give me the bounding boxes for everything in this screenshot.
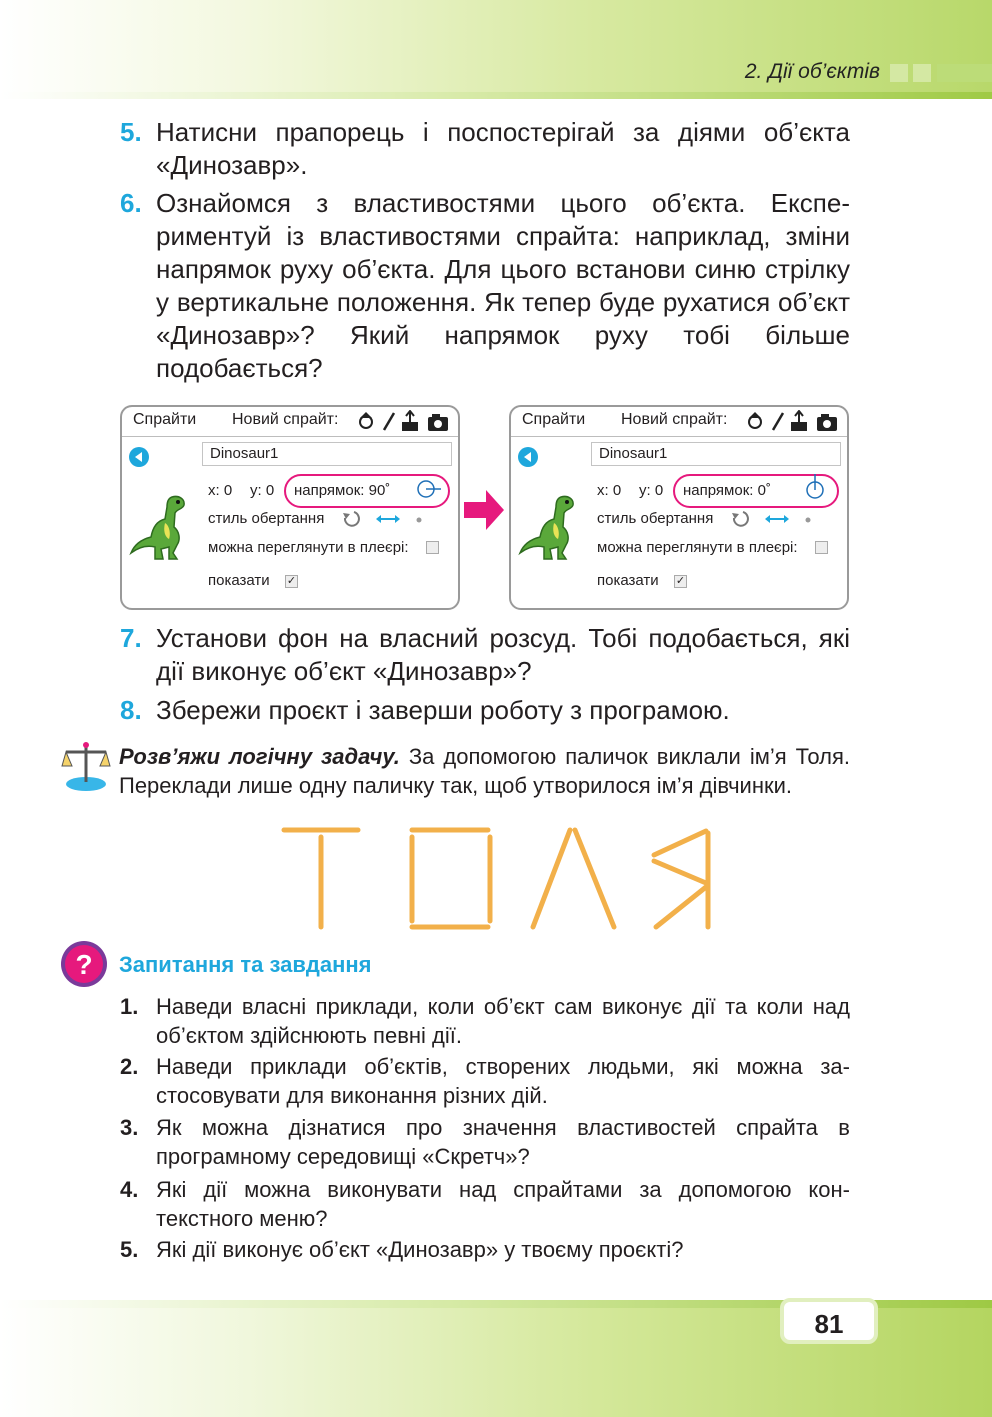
- question-text: Наведи приклади об’єктів, створених людьми, які можна застосовувати для виконання різних дій.: [156, 1054, 850, 1108]
- left-right-icon: [376, 515, 400, 523]
- header-rule: [0, 92, 992, 99]
- question-number: 3.: [120, 1115, 139, 1140]
- tab-new-sprite: Новий спрайт:: [621, 411, 728, 428]
- camera-icon: [428, 414, 448, 431]
- question-number: 5.: [120, 1237, 139, 1262]
- sprite-panel-after: [509, 405, 849, 610]
- rotation-style-options[interactable]: [729, 508, 813, 530]
- dont-rotate-icon: [806, 518, 811, 523]
- player-visibility-checkbox[interactable]: [815, 541, 828, 554]
- question-number: 1.: [120, 994, 139, 1019]
- step-number: 7.: [120, 623, 142, 653]
- question-mark-icon: [59, 939, 109, 989]
- page-number: 81: [780, 1298, 878, 1344]
- tab-new-sprite: Новий спрайт:: [232, 411, 339, 428]
- question-number: 2.: [120, 1054, 139, 1079]
- direction-value: напрямок: 90˚: [294, 482, 391, 499]
- panel-divider: [511, 436, 847, 437]
- step-text: Ознайомся з властивостями цього об’єкта. Експериментуй із властивостями спрайта: наприклад, зміни напрямок руху об’єкта. Для цього встанови синю стрілку у вертикальне положення. Як тепер буде рухатися об’єкт «Динозавр»? Який напрямок руху тобі більше подобається?: [156, 188, 850, 383]
- svg-text:?: ?: [75, 949, 93, 980]
- header-bar: [937, 64, 992, 82]
- brush-icon: [384, 413, 394, 430]
- chapter-title: 2. Дії об’єктів: [744, 60, 880, 83]
- show-checkbox[interactable]: ✓: [675, 575, 686, 587]
- question-text: Як можна дізнатися про значення властивостей спрайта в програмному середовищі «Скретч»?: [156, 1115, 850, 1169]
- dinosaur-sprite-icon[interactable]: [516, 487, 586, 567]
- left-right-icon: [765, 515, 789, 523]
- dinosaur-sprite-icon[interactable]: [127, 487, 197, 567]
- scales-icon: [58, 738, 114, 794]
- question-text: Які дії можна виконувати над спрайтами за допомогою контекстного меню?: [156, 1177, 850, 1231]
- direction-value: напрямок: 0˚: [683, 482, 771, 499]
- y-position: y: 0: [250, 482, 275, 499]
- step-number: 5.: [120, 117, 142, 147]
- matchstick-word-tolya: [280, 825, 715, 933]
- x-position: x: 0: [208, 482, 233, 499]
- player-visibility-checkbox[interactable]: [426, 541, 439, 554]
- new-sprite-icons[interactable]: [745, 410, 843, 434]
- matchstick: [654, 831, 706, 855]
- x-position: x: 0: [597, 482, 622, 499]
- step-number: 8.: [120, 695, 142, 725]
- rotation-style-label: стиль обертання: [208, 510, 325, 527]
- question-text: Які дії виконує об’єкт «Динозавр» у твоєму проєкті?: [156, 1237, 684, 1262]
- step-number: 6.: [120, 188, 142, 218]
- upload-icon: [402, 411, 418, 431]
- header-square: [913, 64, 931, 82]
- upload-icon: [791, 411, 807, 431]
- rotation-style-label: стиль обертання: [597, 510, 714, 527]
- rotate-all-icon: [732, 512, 748, 526]
- sprite-panel-before: [120, 405, 460, 610]
- tab-sprites[interactable]: Спрайти: [133, 411, 197, 428]
- sprite-name-field[interactable]: Dinosaur1: [591, 442, 841, 466]
- question-text: Наведи власні приклади, коли об’єкт сам виконує дії та коли над об’єктом здійснюють певні дії.: [156, 994, 850, 1048]
- step-text: Натисни прапорець і поспостерігай за діями об’єкта «Динозавр».: [156, 117, 850, 180]
- header-square: [890, 64, 908, 82]
- player-visibility-label: можна переглянути в плеєрі:: [208, 539, 409, 556]
- matchstick: [575, 830, 614, 927]
- y-position: y: 0: [639, 482, 664, 499]
- questions-heading: Запитання та завдання: [119, 952, 372, 977]
- new-sprite-icons[interactable]: [356, 410, 454, 434]
- rotation-style-options[interactable]: [340, 508, 424, 530]
- arrow-right-icon: [462, 488, 506, 532]
- rotate-all-icon: [343, 512, 359, 526]
- direction-dial-icon[interactable]: [414, 478, 442, 500]
- back-arrow-icon[interactable]: [517, 446, 539, 468]
- matchstick: [533, 830, 570, 927]
- step-text: Установи фон на власний розсуд. Тобі подобається, які дії виконує об’єкт «Динозавр»?: [156, 623, 850, 686]
- dont-rotate-icon: [417, 518, 422, 523]
- show-label: показати: [597, 572, 659, 589]
- panel-divider: [122, 436, 458, 437]
- logic-task-title: Розв’яжи логічну задачу.: [119, 744, 400, 769]
- tab-sprites[interactable]: Спрайти: [522, 411, 586, 428]
- paint-sprite-icon: [360, 412, 372, 428]
- matchstick: [654, 861, 706, 883]
- show-checkbox[interactable]: ✓: [286, 575, 297, 587]
- question-number: 4.: [120, 1177, 139, 1202]
- paint-sprite-icon: [749, 412, 761, 428]
- brush-icon: [773, 413, 783, 430]
- show-label: показати: [208, 572, 270, 589]
- step-text: Збережи проєкт і заверши роботу з програмою.: [156, 695, 730, 725]
- camera-icon: [817, 414, 837, 431]
- direction-dial-icon[interactable]: [803, 473, 829, 501]
- back-arrow-icon[interactable]: [128, 446, 150, 468]
- logic-task-text: Розв’яжи логічну задачу. За допомогою паличок виклали ім’я Толя. Переклади лише одну паличку так, щоб утворилося ім’я дівчинки.: [119, 744, 850, 798]
- sprite-name-field[interactable]: Dinosaur1: [202, 442, 452, 466]
- player-visibility-label: можна переглянути в плеєрі:: [597, 539, 798, 556]
- matchstick: [656, 887, 706, 927]
